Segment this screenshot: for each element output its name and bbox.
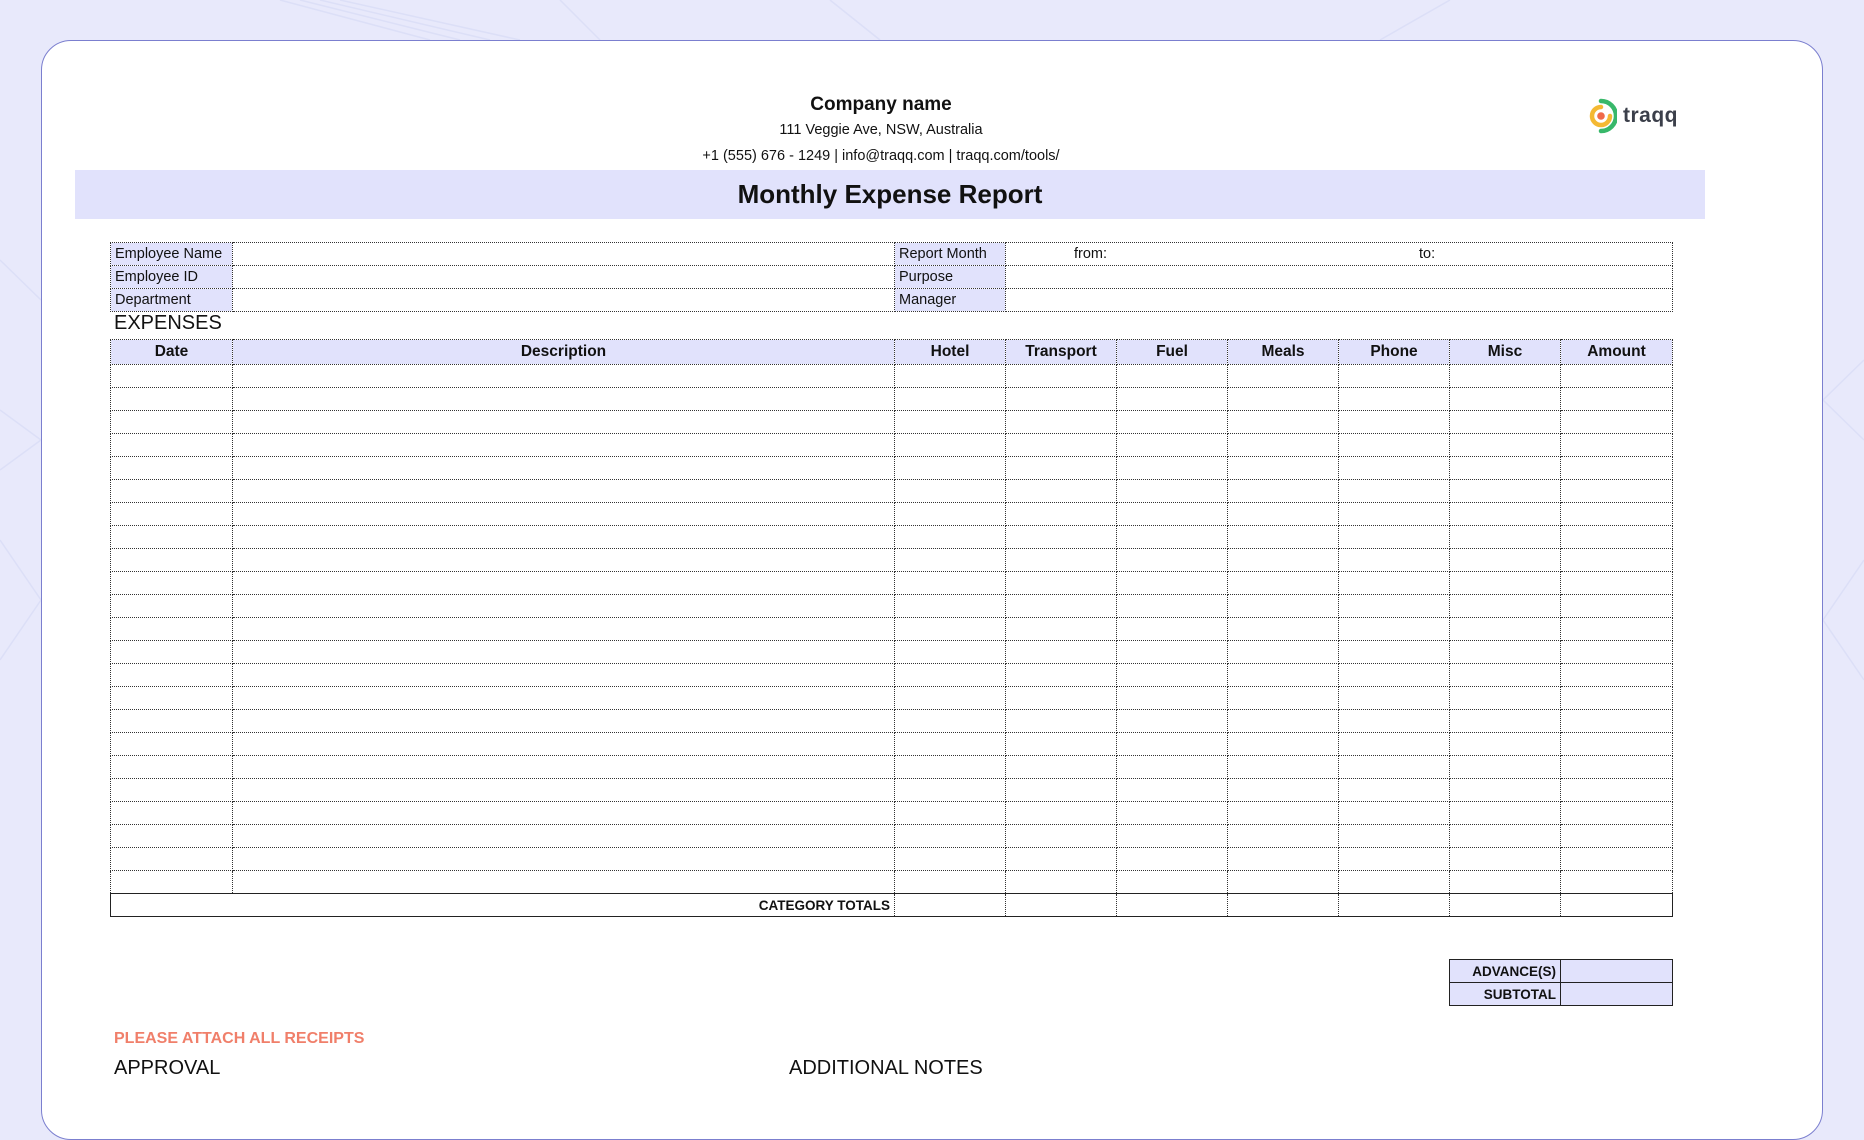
expense-cell-date[interactable] <box>111 549 233 572</box>
expense-cell-misc[interactable] <box>1450 664 1561 687</box>
expense-cell-description[interactable] <box>233 779 895 802</box>
expense-row <box>111 848 1673 871</box>
expense-cell-misc[interactable] <box>1450 779 1561 802</box>
expense-row <box>111 434 1673 457</box>
expense-cell-phone[interactable] <box>1339 710 1450 733</box>
expense-cell-misc[interactable] <box>1450 618 1561 641</box>
employee-id-field[interactable] <box>233 266 895 289</box>
expense-cell-misc[interactable] <box>1450 457 1561 480</box>
expense-cell-hotel[interactable] <box>895 526 1006 549</box>
expense-cell-description[interactable] <box>233 802 895 825</box>
expense-cell-fuel[interactable] <box>1117 618 1228 641</box>
expense-cell-transport[interactable] <box>1006 687 1117 710</box>
expense-cell-meals[interactable] <box>1228 756 1339 779</box>
approval-title: APPROVAL <box>114 1057 221 1079</box>
expense-cell-amount[interactable] <box>1561 618 1673 641</box>
expense-cell-date[interactable] <box>111 595 233 618</box>
expense-row <box>111 733 1673 756</box>
expense-cell-meals[interactable] <box>1228 526 1339 549</box>
expense-cell-hotel[interactable] <box>895 572 1006 595</box>
expense-cell-meals[interactable] <box>1228 664 1339 687</box>
expense-cell-description[interactable] <box>233 549 895 572</box>
report-month-label: Report Month <box>895 243 1006 266</box>
expense-cell-fuel[interactable] <box>1117 710 1228 733</box>
expense-cell-hotel[interactable] <box>895 802 1006 825</box>
expense-cell-misc[interactable] <box>1450 503 1561 526</box>
expense-cell-description[interactable] <box>233 457 895 480</box>
department-label: Department <box>111 289 233 312</box>
expense-cell-description[interactable] <box>233 480 895 503</box>
expense-cell-transport[interactable] <box>1006 825 1117 848</box>
expense-cell-meals[interactable] <box>1228 802 1339 825</box>
expense-cell-phone[interactable] <box>1339 595 1450 618</box>
expense-cell-date[interactable] <box>111 411 233 434</box>
expense-cell-hotel[interactable] <box>895 595 1006 618</box>
expense-cell-hotel[interactable] <box>895 457 1006 480</box>
expense-cell-misc[interactable] <box>1450 641 1561 664</box>
expense-cell-amount[interactable] <box>1561 641 1673 664</box>
expense-row <box>111 388 1673 411</box>
expense-cell-transport[interactable] <box>1006 526 1117 549</box>
expense-cell-misc[interactable] <box>1450 756 1561 779</box>
expense-cell-hotel[interactable] <box>895 411 1006 434</box>
expense-cell-fuel[interactable] <box>1117 687 1228 710</box>
expense-cell-meals[interactable] <box>1228 595 1339 618</box>
expense-row <box>111 641 1673 664</box>
expense-cell-misc[interactable] <box>1450 802 1561 825</box>
expense-row <box>111 457 1673 480</box>
expense-cell-fuel[interactable] <box>1117 388 1228 411</box>
column-header-amount: Amount <box>1561 340 1673 365</box>
advances-row <box>1450 960 1673 983</box>
summary-table <box>1449 959 1673 1006</box>
expense-cell-amount[interactable] <box>1561 457 1673 480</box>
expense-cell-fuel[interactable] <box>1117 595 1228 618</box>
expense-cell-fuel[interactable] <box>1117 802 1228 825</box>
expense-cell-amount[interactable] <box>1561 687 1673 710</box>
subtotal-label: SUBTOTAL <box>1450 983 1561 1006</box>
total-misc[interactable] <box>1450 894 1561 917</box>
expense-row <box>111 664 1673 687</box>
employee-info-table <box>110 242 1673 312</box>
expense-cell-transport[interactable] <box>1006 802 1117 825</box>
expense-cell-amount[interactable] <box>1561 434 1673 457</box>
column-header-phone: Phone <box>1339 340 1450 365</box>
subtotal-value[interactable] <box>1561 983 1673 1006</box>
expense-cell-phone[interactable] <box>1339 365 1450 388</box>
expense-cell-description[interactable] <box>233 365 895 388</box>
expense-cell-transport[interactable] <box>1006 503 1117 526</box>
expense-cell-date[interactable] <box>111 641 233 664</box>
expense-cell-hotel[interactable] <box>895 480 1006 503</box>
expense-cell-fuel[interactable] <box>1117 572 1228 595</box>
expense-cell-meals[interactable] <box>1228 871 1339 894</box>
expense-cell-phone[interactable] <box>1339 457 1450 480</box>
employee-name-field[interactable] <box>233 243 895 266</box>
expense-cell-meals[interactable] <box>1228 641 1339 664</box>
expense-cell-fuel[interactable] <box>1117 457 1228 480</box>
expense-cell-amount[interactable] <box>1561 802 1673 825</box>
expense-cell-meals[interactable] <box>1228 618 1339 641</box>
expense-cell-transport[interactable] <box>1006 779 1117 802</box>
expense-cell-description[interactable] <box>233 388 895 411</box>
expense-cell-hotel[interactable] <box>895 848 1006 871</box>
expense-cell-date[interactable] <box>111 503 233 526</box>
expense-cell-meals[interactable] <box>1228 848 1339 871</box>
expense-cell-transport[interactable] <box>1006 572 1117 595</box>
expense-cell-transport[interactable] <box>1006 733 1117 756</box>
expense-row <box>111 365 1673 388</box>
expense-cell-fuel[interactable] <box>1117 871 1228 894</box>
expense-row <box>111 595 1673 618</box>
expense-cell-transport[interactable] <box>1006 710 1117 733</box>
expense-row <box>111 549 1673 572</box>
expense-cell-meals[interactable] <box>1228 411 1339 434</box>
expense-cell-date[interactable] <box>111 457 233 480</box>
expense-cell-misc[interactable] <box>1450 710 1561 733</box>
expense-cell-description[interactable] <box>233 733 895 756</box>
company-header <box>0 93 1790 169</box>
expense-cell-date[interactable] <box>111 664 233 687</box>
expense-cell-transport[interactable] <box>1006 388 1117 411</box>
expense-cell-amount[interactable] <box>1561 365 1673 388</box>
expense-cell-date[interactable] <box>111 687 233 710</box>
expense-cell-transport[interactable] <box>1006 457 1117 480</box>
expense-cell-misc[interactable] <box>1450 572 1561 595</box>
expense-cell-fuel[interactable] <box>1117 526 1228 549</box>
expense-cell-amount[interactable] <box>1561 549 1673 572</box>
expense-cell-meals[interactable] <box>1228 480 1339 503</box>
expense-cell-amount[interactable] <box>1561 756 1673 779</box>
expense-row <box>111 572 1673 595</box>
expense-cell-description[interactable] <box>233 572 895 595</box>
total-meals[interactable] <box>1228 894 1339 917</box>
expense-cell-misc[interactable] <box>1450 871 1561 894</box>
expense-cell-misc[interactable] <box>1450 365 1561 388</box>
expense-cell-description[interactable] <box>233 687 895 710</box>
expense-cell-transport[interactable] <box>1006 549 1117 572</box>
expense-cell-transport[interactable] <box>1006 848 1117 871</box>
expense-cell-description[interactable] <box>233 871 895 894</box>
expense-cell-amount[interactable] <box>1561 480 1673 503</box>
report-month-field[interactable] <box>1006 243 1673 266</box>
column-header-description: Description <box>233 340 895 365</box>
expense-cell-phone[interactable] <box>1339 434 1450 457</box>
expense-cell-hotel[interactable] <box>895 365 1006 388</box>
total-hotel[interactable] <box>895 894 1006 917</box>
expense-cell-misc[interactable] <box>1450 434 1561 457</box>
expense-cell-meals[interactable] <box>1228 710 1339 733</box>
total-transport[interactable] <box>1006 894 1117 917</box>
expense-row <box>111 710 1673 733</box>
expense-cell-phone[interactable] <box>1339 411 1450 434</box>
expense-cell-fuel[interactable] <box>1117 825 1228 848</box>
logo-text: traqq <box>1623 104 1678 127</box>
expense-cell-amount[interactable] <box>1561 595 1673 618</box>
expense-cell-fuel[interactable] <box>1117 848 1228 871</box>
from-label: from: <box>1074 246 1108 262</box>
expense-cell-meals[interactable] <box>1228 365 1339 388</box>
expense-cell-date[interactable] <box>111 825 233 848</box>
expense-cell-phone[interactable] <box>1339 779 1450 802</box>
expense-cell-meals[interactable] <box>1228 388 1339 411</box>
expense-row <box>111 871 1673 894</box>
expense-cell-misc[interactable] <box>1450 733 1561 756</box>
additional-notes-title: ADDITIONAL NOTES <box>789 1057 983 1079</box>
expense-cell-date[interactable] <box>111 733 233 756</box>
expense-cell-hotel[interactable] <box>895 871 1006 894</box>
expense-cell-misc[interactable] <box>1450 480 1561 503</box>
to-label: to: <box>1419 246 1436 262</box>
expense-cell-transport[interactable] <box>1006 664 1117 687</box>
expense-cell-phone[interactable] <box>1339 549 1450 572</box>
report-title: Monthly Expense Report <box>75 170 1705 219</box>
expense-cell-amount[interactable] <box>1561 503 1673 526</box>
expense-cell-hotel[interactable] <box>895 779 1006 802</box>
expense-cell-amount[interactable] <box>1561 848 1673 871</box>
expense-cell-description[interactable] <box>233 618 895 641</box>
column-header-misc: Misc <box>1450 340 1561 365</box>
expense-cell-meals[interactable] <box>1228 779 1339 802</box>
expense-cell-hotel[interactable] <box>895 825 1006 848</box>
info-row-employee-id <box>111 266 1673 289</box>
expense-cell-fuel[interactable] <box>1117 779 1228 802</box>
expense-row <box>111 480 1673 503</box>
total-phone[interactable] <box>1339 894 1450 917</box>
expense-cell-misc[interactable] <box>1450 595 1561 618</box>
expense-cell-description[interactable] <box>233 664 895 687</box>
expense-cell-description[interactable] <box>233 641 895 664</box>
expense-cell-phone[interactable] <box>1339 733 1450 756</box>
expense-cell-hotel[interactable] <box>895 618 1006 641</box>
expense-cell-phone[interactable] <box>1339 572 1450 595</box>
expenses-table <box>110 339 1673 917</box>
expense-cell-transport[interactable] <box>1006 871 1117 894</box>
traqq-logo <box>1585 98 1678 134</box>
expense-row <box>111 526 1673 549</box>
subtotal-row <box>1450 983 1673 1006</box>
expense-cell-hotel[interactable] <box>895 687 1006 710</box>
expense-cell-fuel[interactable] <box>1117 434 1228 457</box>
expense-row <box>111 756 1673 779</box>
expense-cell-phone[interactable] <box>1339 848 1450 871</box>
company-name: Company name <box>810 94 952 115</box>
expense-cell-date[interactable] <box>111 480 233 503</box>
expense-cell-description[interactable] <box>233 825 895 848</box>
expense-row <box>111 802 1673 825</box>
expense-cell-misc[interactable] <box>1450 388 1561 411</box>
expense-cell-misc[interactable] <box>1450 549 1561 572</box>
expense-cell-phone[interactable] <box>1339 756 1450 779</box>
employee-id-label: Employee ID <box>111 266 233 289</box>
expense-cell-date[interactable] <box>111 802 233 825</box>
expense-cell-fuel[interactable] <box>1117 365 1228 388</box>
expense-cell-phone[interactable] <box>1339 825 1450 848</box>
expense-cell-amount[interactable] <box>1561 710 1673 733</box>
column-header-meals: Meals <box>1228 340 1339 365</box>
manager-field[interactable] <box>1006 289 1673 312</box>
expense-cell-date[interactable] <box>111 848 233 871</box>
expense-cell-meals[interactable] <box>1228 457 1339 480</box>
total-amount[interactable] <box>1561 894 1673 917</box>
expense-cell-amount[interactable] <box>1561 526 1673 549</box>
expense-cell-fuel[interactable] <box>1117 549 1228 572</box>
expense-cell-transport[interactable] <box>1006 411 1117 434</box>
expense-cell-description[interactable] <box>233 503 895 526</box>
receipts-note: PLEASE ATTACH ALL RECEIPTS <box>114 1030 365 1047</box>
expense-cell-misc[interactable] <box>1450 411 1561 434</box>
expense-cell-date[interactable] <box>111 871 233 894</box>
purpose-field[interactable] <box>1006 266 1673 289</box>
expense-cell-transport[interactable] <box>1006 641 1117 664</box>
expense-cell-meals[interactable] <box>1228 687 1339 710</box>
expense-cell-transport[interactable] <box>1006 480 1117 503</box>
expense-cell-hotel[interactable] <box>895 549 1006 572</box>
expense-cell-fuel[interactable] <box>1117 641 1228 664</box>
expense-cell-amount[interactable] <box>1561 664 1673 687</box>
expense-cell-phone[interactable] <box>1339 388 1450 411</box>
expense-cell-misc[interactable] <box>1450 848 1561 871</box>
expense-cell-description[interactable] <box>233 710 895 733</box>
expense-cell-date[interactable] <box>111 388 233 411</box>
expense-cell-phone[interactable] <box>1339 687 1450 710</box>
expense-cell-amount[interactable] <box>1561 572 1673 595</box>
expense-cell-phone[interactable] <box>1339 480 1450 503</box>
company-contact: +1 (555) 676 - 1249 | info@traqq.com | traqq.com/tools/ <box>702 148 1060 164</box>
manager-label: Manager <box>895 289 1006 312</box>
column-header-date: Date <box>111 340 233 365</box>
traqq-logo-icon <box>1585 98 1617 134</box>
expense-cell-description[interactable] <box>233 756 895 779</box>
column-header-hotel: Hotel <box>895 340 1006 365</box>
expense-cell-date[interactable] <box>111 779 233 802</box>
category-totals-row <box>111 894 1673 917</box>
expense-cell-hotel[interactable] <box>895 388 1006 411</box>
expense-cell-meals[interactable] <box>1228 549 1339 572</box>
expense-cell-fuel[interactable] <box>1117 756 1228 779</box>
expenses-header-row <box>111 340 1673 365</box>
expenses-body <box>111 365 1673 917</box>
expense-cell-meals[interactable] <box>1228 825 1339 848</box>
info-row-employee-name <box>111 243 1673 266</box>
department-field[interactable] <box>233 289 895 312</box>
advances-label: ADVANCE(S) <box>1450 960 1561 983</box>
expense-cell-hotel[interactable] <box>895 710 1006 733</box>
expense-cell-transport[interactable] <box>1006 365 1117 388</box>
expense-cell-meals[interactable] <box>1228 503 1339 526</box>
expense-cell-fuel[interactable] <box>1117 733 1228 756</box>
expense-cell-phone[interactable] <box>1339 618 1450 641</box>
expense-cell-date[interactable] <box>111 572 233 595</box>
expense-cell-description[interactable] <box>233 434 895 457</box>
expense-cell-misc[interactable] <box>1450 687 1561 710</box>
expense-cell-amount[interactable] <box>1561 733 1673 756</box>
expense-cell-transport[interactable] <box>1006 756 1117 779</box>
expense-cell-hotel[interactable] <box>895 503 1006 526</box>
expense-cell-phone[interactable] <box>1339 664 1450 687</box>
expense-cell-amount[interactable] <box>1561 388 1673 411</box>
expense-cell-meals[interactable] <box>1228 572 1339 595</box>
expense-cell-fuel[interactable] <box>1117 480 1228 503</box>
expense-cell-date[interactable] <box>111 710 233 733</box>
expense-cell-transport[interactable] <box>1006 618 1117 641</box>
expense-cell-hotel[interactable] <box>895 434 1006 457</box>
expense-row <box>111 687 1673 710</box>
employee-name-label: Employee Name <box>111 243 233 266</box>
expense-cell-description[interactable] <box>233 595 895 618</box>
expense-cell-date[interactable] <box>111 756 233 779</box>
expense-cell-phone[interactable] <box>1339 641 1450 664</box>
expense-cell-phone[interactable] <box>1339 526 1450 549</box>
expense-cell-amount[interactable] <box>1561 871 1673 894</box>
expense-cell-meals[interactable] <box>1228 434 1339 457</box>
expense-cell-date[interactable] <box>111 618 233 641</box>
expense-cell-description[interactable] <box>233 848 895 871</box>
expense-cell-date[interactable] <box>111 434 233 457</box>
expense-cell-misc[interactable] <box>1450 526 1561 549</box>
expense-cell-phone[interactable] <box>1339 871 1450 894</box>
category-totals-label: CATEGORY TOTALS <box>111 894 895 917</box>
expenses-title: EXPENSES <box>114 312 222 334</box>
expense-row <box>111 825 1673 848</box>
expense-cell-phone[interactable] <box>1339 802 1450 825</box>
advances-value[interactable] <box>1561 960 1673 983</box>
expense-cell-description[interactable] <box>233 411 895 434</box>
expense-cell-amount[interactable] <box>1561 779 1673 802</box>
expense-cell-hotel[interactable] <box>895 733 1006 756</box>
expense-cell-amount[interactable] <box>1561 825 1673 848</box>
expense-cell-date[interactable] <box>111 365 233 388</box>
expense-cell-amount[interactable] <box>1561 411 1673 434</box>
purpose-label: Purpose <box>895 266 1006 289</box>
company-address: 111 Veggie Ave, NSW, Australia <box>779 122 983 138</box>
expense-cell-description[interactable] <box>233 526 895 549</box>
expense-cell-hotel[interactable] <box>895 641 1006 664</box>
total-fuel[interactable] <box>1117 894 1228 917</box>
expense-cell-meals[interactable] <box>1228 733 1339 756</box>
expense-cell-phone[interactable] <box>1339 503 1450 526</box>
expense-cell-transport[interactable] <box>1006 595 1117 618</box>
expense-row <box>111 779 1673 802</box>
expense-cell-date[interactable] <box>111 526 233 549</box>
expense-cell-transport[interactable] <box>1006 434 1117 457</box>
column-header-fuel: Fuel <box>1117 340 1228 365</box>
expense-cell-fuel[interactable] <box>1117 503 1228 526</box>
expense-cell-fuel[interactable] <box>1117 411 1228 434</box>
expense-cell-misc[interactable] <box>1450 825 1561 848</box>
expense-cell-fuel[interactable] <box>1117 664 1228 687</box>
expense-row <box>111 411 1673 434</box>
expense-row <box>111 618 1673 641</box>
expense-cell-hotel[interactable] <box>895 756 1006 779</box>
expense-cell-hotel[interactable] <box>895 664 1006 687</box>
expense-row <box>111 503 1673 526</box>
info-row-department <box>111 289 1673 312</box>
column-header-transport: Transport <box>1006 340 1117 365</box>
